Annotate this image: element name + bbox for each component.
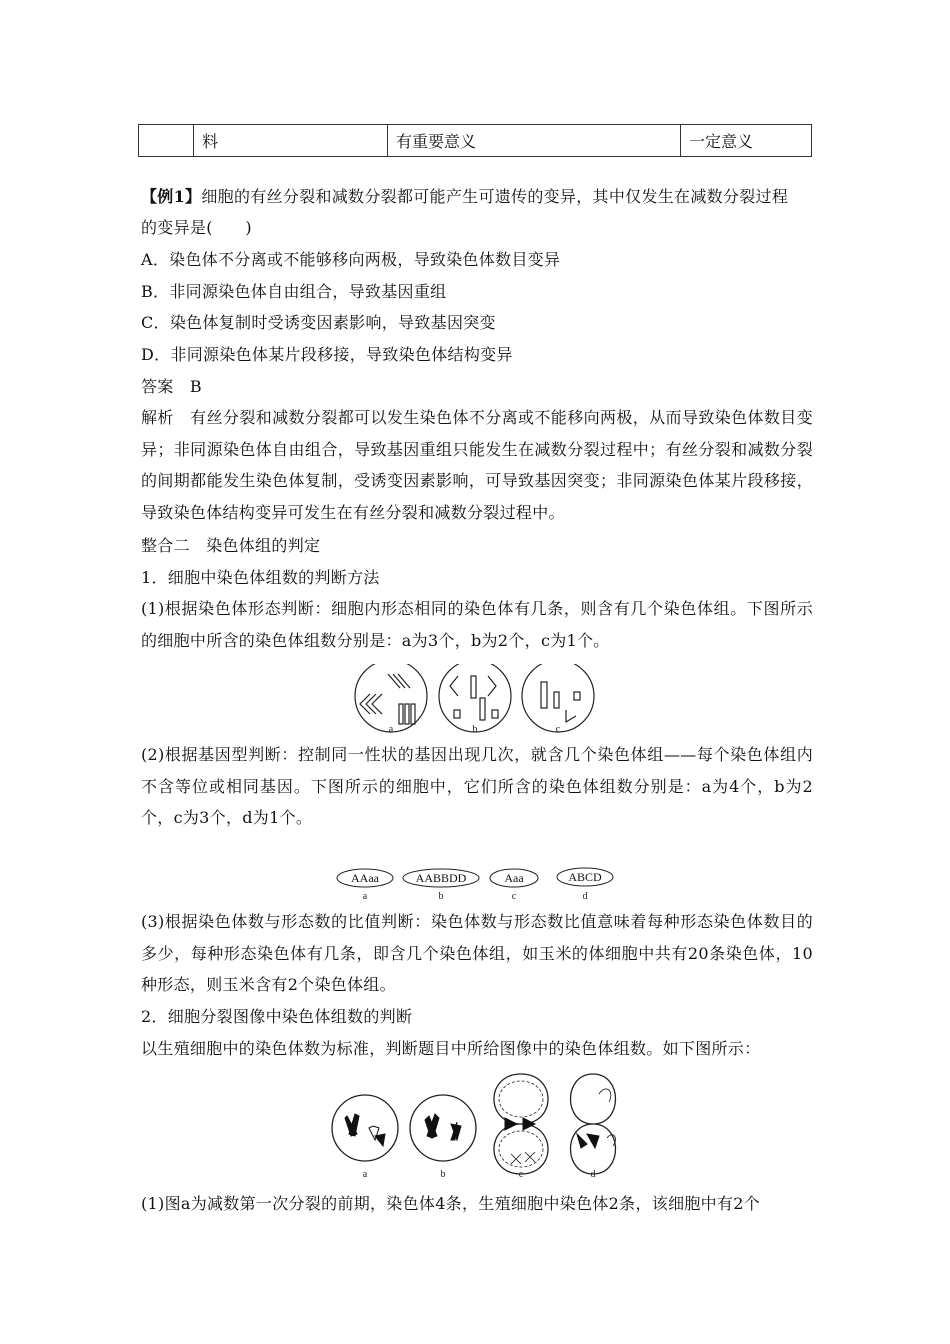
figure-3-label-d: d [590, 1169, 596, 1180]
example-stem-line-1 [141, 186, 788, 208]
division-cell-c [494, 1074, 548, 1174]
figure-2-label-c: c [511, 891, 517, 902]
figure-genotypes [335, 866, 615, 906]
division-cell-a [332, 1095, 398, 1161]
table-cell: 料 [194, 125, 388, 157]
option-c: C．染色体复制时受诱变因素影响，导致基因突变 [141, 313, 496, 332]
genotype-c: Aaa [504, 871, 524, 885]
figure-3-label-b: b [440, 1169, 446, 1180]
subsection-title-1: 1．细胞中染色体组数的判断方法 [141, 568, 380, 587]
method-1-paragraph: (1)根据染色体形态判断：细胞内形态相同的染色体有几条，则含有几个染色体组。下图所示的细胞中所含的染色体组数分别是：a为3个，b为2个，c为1个。 [141, 599, 813, 650]
cell-c-chromosomes [541, 682, 580, 722]
section-title: 整合二 染色体组的判定 [141, 536, 321, 555]
table-cell [139, 125, 194, 157]
table-fragment [138, 124, 812, 157]
division-cell-b [410, 1095, 476, 1161]
table-row [139, 125, 812, 157]
table-cell: 一定意义 [681, 125, 812, 157]
figure-2-label-a: a [362, 891, 368, 902]
example-tag: 【例1】 [141, 187, 202, 206]
figure-1-label-c: c [555, 724, 561, 734]
genotype-b: AABBDD [415, 871, 467, 885]
cell-c [522, 664, 594, 732]
cell-b-chromosomes [450, 676, 498, 720]
answer: 答案 B [141, 377, 202, 396]
example-stem-text: 细胞的有丝分裂和减数分裂都可能产生可遗传的变异，其中仅发生在减数分裂过程 [201, 187, 789, 206]
figure-chromosome-shapes [340, 664, 610, 734]
genotype-a: AAaa [351, 871, 379, 885]
figure-1-label-b: b [472, 724, 478, 734]
method-2-paragraph: (2)根据基因型判断：控制同一性状的基因出现几次，就含几个染色体组——每个染色体组内不含等位或相同基因。下图所示的细胞中，它们所含的染色体组数分别是：a为4个，b为2个，c为3个，d为1个。 [141, 745, 813, 828]
cell-a-chromosomes [360, 674, 415, 724]
example-stem-line-2: 的变异是( ) [141, 218, 252, 237]
genotype-d: ABCD [568, 870, 602, 884]
intro-2: 以生殖细胞中的染色体数为标准，判断题目中所给图像中的染色体组数。如下图所示： [141, 1039, 761, 1058]
subsection-title-2: 2．细胞分裂图像中染色体组数的判断 [141, 1007, 413, 1026]
last-line: (1)图a为减数第一次分裂的前期，染色体4条，生殖细胞中染色体2条，该细胞中有2个 [141, 1194, 761, 1213]
option-d: D．非同源染色体某片段移接，导致染色体结构变异 [141, 345, 513, 364]
table-cell: 有重要意义 [388, 125, 681, 157]
analysis-paragraph: 解析 有丝分裂和减数分裂都可以发生染色体不分离或不能移向两极，从而导致染色体数目变异；非同源染色体自由组合，导致基因重组只能发生在减数分裂过程中；有丝分裂和减数分裂的间期都能发生染色体复制，受诱变因素影响，可导致基因突变；非同源染色体某片段移接，导致染色体结构变异可发生在有丝分裂和减数分裂过程中。 [141, 408, 813, 523]
figure-2-label-d: d [582, 891, 588, 902]
option-a: A．染色体不分离或不能够移向两极，导致染色体数目变异 [141, 250, 561, 269]
figure-cell-division [325, 1068, 625, 1180]
method-3-paragraph: (3)根据染色体数与形态数的比值判断：染色体数与形态数比值意味着每种形态染色体数目的多少，每种形态染色体有几条，即含几个染色体组，如玉米的体细胞中共有20条染色体，10种形态，则玉米含有2个染色体组。 [141, 912, 813, 995]
figure-2-label-b: b [438, 891, 444, 902]
division-cell-d [571, 1074, 616, 1174]
figure-3-label-c: c [518, 1169, 524, 1180]
figure-3-label-a: a [362, 1169, 368, 1180]
figure-1-label-a: a [388, 724, 394, 734]
option-b: B．非同源染色体自由组合，导致基因重组 [141, 282, 447, 301]
